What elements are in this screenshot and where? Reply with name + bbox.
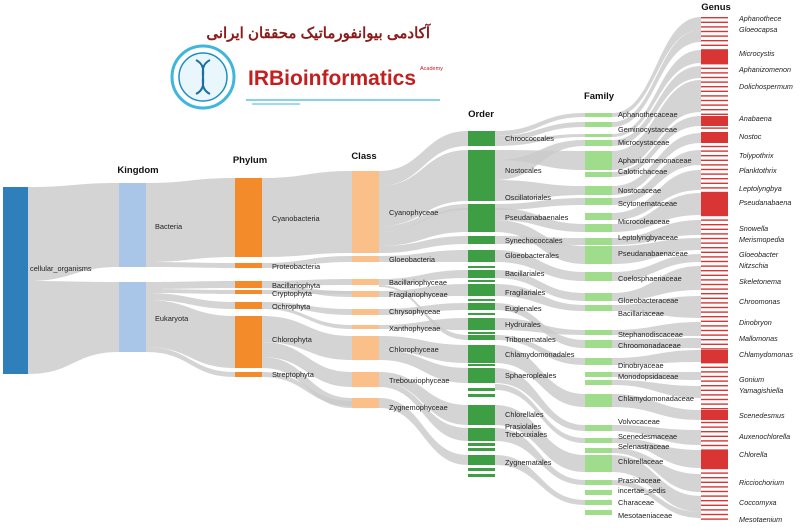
label-genus-scenedesmus: Scenedesmus	[739, 411, 785, 420]
node-class-trebouxiophyceae	[352, 372, 379, 387]
label-family-leptolyngbyaceae: Leptolyngbyaceae	[618, 233, 678, 242]
node-order-minor-2	[468, 299, 495, 301]
label-family-scytonemataceae: Scytonemataceae	[618, 199, 678, 208]
node-order-pseudanabaenales	[468, 208, 495, 232]
node-genus-major-1	[701, 116, 728, 126]
label-kingdom-bacteria: Bacteria	[155, 222, 183, 231]
label-family-chroomonadaceae: Chroomonadaceae	[618, 341, 681, 350]
node-order-minor-3	[468, 313, 495, 315]
label-genus-yamagishiella: Yamagishiella	[739, 386, 784, 395]
node-genus-minor-64	[701, 311, 728, 312]
node-class-zygnemophyceae	[352, 398, 379, 408]
label-genus-chroomonas: Chroomonas	[739, 297, 781, 306]
node-genus-minor-108	[701, 514, 728, 515]
node-order-chlamydomonadales	[468, 345, 495, 363]
node-genus-minor-83	[701, 399, 728, 400]
node-phylum-cyanobacteria	[235, 178, 262, 257]
node-genus-minor-53	[701, 261, 728, 262]
node-family-6	[585, 186, 612, 195]
node-genus-minor-84	[701, 403, 728, 404]
node-class-bacillariophyceae	[352, 279, 379, 285]
node-genus-minor-21	[701, 114, 728, 115]
label-genus-microcystis: Microcystis	[739, 49, 775, 58]
node-family-16	[585, 340, 612, 348]
node-order-minor-1	[468, 280, 495, 282]
node-genus-minor-34	[701, 173, 728, 174]
label-order-zygnematales: Zygnematales	[505, 458, 552, 467]
label-genus-nitzschia: Nitzschia	[739, 261, 769, 270]
node-genus-minor-93	[701, 445, 728, 446]
node-genus-minor-35	[701, 178, 728, 179]
node-family-2	[585, 134, 612, 137]
node-genus-minor-16	[701, 91, 728, 92]
label-order-nostocales: Nostocales	[505, 166, 542, 175]
node-family-22	[585, 438, 612, 443]
node-class-chlorophyceae	[352, 336, 379, 360]
node-genus-major-3	[701, 193, 728, 215]
node-genus-minor-60	[701, 293, 728, 294]
label-phylum-bacillariophyta: Bacillariophyta	[272, 281, 321, 290]
label-genus-gonium: Gonium	[739, 375, 765, 384]
label-genus-auxenochlorella: Auxenochlorella	[739, 432, 791, 441]
node-genus-minor-75	[701, 362, 728, 363]
node-genus-minor-79	[701, 380, 728, 381]
node-genus-minor-107	[701, 509, 728, 510]
label-genus-skeletonema: Skeletonema	[739, 277, 781, 286]
node-genus-minor-15	[701, 86, 728, 87]
label-family-gloeobacteraceae: Gloeobacteraceae	[618, 296, 679, 305]
label-family-chlorellaceae: Chlorellaceae	[618, 457, 664, 466]
node-genus-minor-85	[701, 408, 728, 409]
node-genus-minor-54	[701, 265, 728, 266]
label-genus-ricciochorium: Ricciochorium	[739, 478, 785, 487]
label-phylum-chlorophyta: Chlorophyta	[272, 335, 312, 344]
label-order-fragilariales: Fragilariales	[505, 288, 546, 297]
label-family-bacillariaceae: Bacillariaceae	[618, 309, 665, 318]
label-order-pseudanabaenales: Pseudanabaenales	[505, 213, 569, 222]
label-phylum-cryptophyta: Cryptophyta	[272, 289, 312, 298]
node-genus-minor-102	[701, 486, 728, 487]
label-class-chrysophyceae: Chrysophyceae	[389, 307, 441, 316]
label-class-fragilariophyceae: Fragilariophyceae	[389, 290, 448, 299]
node-order-bacillariales	[468, 270, 495, 278]
node-genus-major-6	[701, 450, 728, 468]
node-order-fragilariales	[468, 284, 495, 296]
node-genus-minor-62	[701, 302, 728, 303]
label-order-tribonematales: Tribonematales	[505, 335, 556, 344]
node-family-0	[585, 113, 612, 117]
node-genus-minor-77	[701, 371, 728, 372]
node-genus-minor-78	[701, 376, 728, 377]
node-genus-minor-100	[701, 477, 728, 478]
node-genus-minor-28	[701, 146, 728, 147]
node-genus-minor-72	[701, 348, 728, 349]
label-genus-aphanizomenon: Aphanizomenon	[739, 65, 791, 74]
node-order-minor-0	[468, 266, 495, 268]
node-genus-minor-67	[701, 325, 728, 326]
node-phylum-chlorophyta	[235, 316, 262, 368]
label-phylum-ochrophyta: Ochrophyta	[272, 302, 311, 311]
node-family-18	[585, 372, 612, 377]
node-genus-minor-58	[701, 284, 728, 285]
node-order-minor-9	[468, 448, 495, 451]
node-genus-minor-14	[701, 81, 728, 82]
node-order-zygnematales	[468, 455, 495, 465]
node-genus-minor-44	[701, 219, 728, 220]
label-genus-mallomonas: Mallomonas	[739, 334, 778, 343]
label-genus-dinobryon: Dinobryon	[739, 318, 772, 327]
node-family-13	[585, 293, 612, 301]
node-family-23	[585, 448, 612, 453]
label-genus-pseudanabaena: Pseudanabaena	[739, 198, 792, 207]
node-genus-minor-12	[701, 72, 728, 73]
label-order-hydrurales: Hydrurales	[505, 320, 541, 329]
node-order-nostocales	[468, 150, 495, 201]
node-genus-minor-38	[701, 192, 728, 193]
label-class-chlorophyceae: Chlorophyceae	[389, 345, 439, 354]
logo-persian-title: آکادمی بیوانفورماتیک محققان ایرانی	[206, 25, 430, 42]
node-kingdom-eukaryota	[119, 282, 146, 352]
node-genus-minor-109	[701, 518, 728, 519]
link-bacteria-cyanobacteria	[146, 178, 235, 262]
node-genus-minor-45	[701, 224, 728, 225]
node-family-11	[585, 246, 612, 264]
node-family-20	[585, 394, 612, 407]
node-family-8	[585, 213, 612, 220]
label-family-incertae-sedis: incertae_sedis	[618, 486, 666, 495]
node-genus-minor-19	[701, 104, 728, 105]
node-genus-minor-81	[701, 390, 728, 391]
node-genus-minor-1	[701, 22, 728, 23]
node-class-xanthophyceae	[352, 325, 379, 329]
node-genus-minor-5	[701, 40, 728, 41]
node-order-sphaeropleales	[468, 368, 495, 383]
node-order-minor-8	[468, 443, 495, 446]
node-family-17	[585, 358, 612, 365]
node-genus-major-5	[701, 410, 728, 420]
level-header-order: Order	[468, 109, 494, 120]
node-phylum-bacillariophyta	[235, 281, 262, 288]
node-family-1	[585, 122, 612, 127]
node-genus-minor-65	[701, 316, 728, 317]
label-genus-coccomyxa: Coccomyxa	[739, 498, 777, 507]
node-genus-minor-71	[701, 344, 728, 345]
node-genus-minor-55	[701, 270, 728, 271]
label-family-dinobryaceae: Dinobryaceae	[618, 361, 664, 370]
node-genus-minor-6	[701, 45, 728, 46]
node-genus-minor-101	[701, 482, 728, 483]
node-genus-minor-103	[701, 491, 728, 492]
label-phylum-proteobacteria: Proteobacteria	[272, 262, 321, 271]
label-order-chlorellales: Chlorellales	[505, 410, 544, 419]
node-genus-minor-31	[701, 160, 728, 161]
node-order-gloeobacterales	[468, 250, 495, 262]
node-family-12	[585, 272, 612, 281]
link-eukaryota-bacillariophyta	[146, 281, 235, 289]
node-genus-minor-51	[701, 252, 728, 253]
logo-english-title: IRBioinformatics	[248, 67, 417, 90]
node-genus-minor-49	[701, 242, 728, 243]
link-eukaryota-chlorophyta	[146, 300, 235, 368]
node-class-cyanophyceae	[352, 171, 379, 253]
node-genus-minor-20	[701, 109, 728, 110]
node-order-prasiolales	[468, 428, 495, 433]
label-genus-anabaena: Anabaena	[739, 114, 772, 123]
node-class-fragilariophyceae	[352, 291, 379, 297]
label-family-nostocaceae: Nostocaceae	[618, 186, 662, 195]
node-genus-minor-90	[701, 431, 728, 432]
node-genus-minor-70	[701, 339, 728, 340]
label-family-mesotaeniaceae: Mesotaeniaceae	[618, 511, 673, 520]
label-order-euglenales: Euglenales	[505, 304, 542, 313]
node-family-21	[585, 425, 612, 431]
label-family-pseudanabaenaceae: Pseudanabaenaceae	[618, 249, 688, 258]
label-order-chroococcales: Chroococcales	[505, 134, 554, 143]
node-root	[3, 187, 28, 374]
node-genus-minor-92	[701, 440, 728, 441]
node-genus-minor-91	[701, 436, 728, 437]
node-genus-minor-13	[701, 77, 728, 78]
node-genus-minor-36	[701, 183, 728, 184]
node-genus-minor-52	[701, 256, 728, 257]
label-family-scenedesmaceae: Scenedesmaceae	[618, 432, 678, 441]
label-genus-chlamydomonas: Chlamydomonas	[739, 350, 793, 359]
node-family-28	[585, 510, 612, 515]
label-genus-planktothrix: Planktothrix	[739, 166, 777, 175]
label-family-chlamydomonadaceae: Chlamydomonadaceae	[618, 394, 695, 403]
node-genus-minor-43	[701, 215, 728, 216]
node-family-14	[585, 305, 612, 311]
node-order-chlorellales	[468, 405, 495, 425]
node-phylum-cryptophyta	[235, 290, 262, 294]
node-genus-major-4	[701, 350, 728, 362]
node-order-minor-10	[468, 468, 495, 471]
node-order-euglenales	[468, 303, 495, 310]
label-family-selenastraceae: Selenastraceae	[618, 442, 670, 451]
label-family-volvocaceae: Volvocaceae	[618, 417, 660, 426]
node-genus-minor-10	[701, 63, 728, 64]
link-bacteria-proteobacteria	[146, 262, 235, 268]
node-genus-minor-3	[701, 31, 728, 32]
node-genus-minor-63	[701, 307, 728, 308]
node-genus-minor-4	[701, 35, 728, 36]
link-eukaryota-cryptophyta	[146, 289, 235, 294]
label-genus-gloeocapsa: Gloeocapsa	[739, 25, 778, 34]
label-genus-dolichospermum: Dolichospermum	[739, 82, 793, 91]
node-genus-minor-17	[701, 95, 728, 96]
label-family-characeae: Characeae	[618, 498, 655, 507]
level-header-phylum: Phylum	[232, 155, 268, 166]
label-genus-aphanothece: Aphanothece	[739, 14, 782, 23]
node-genus-minor-76	[701, 367, 728, 368]
node-order-minor-6	[468, 388, 495, 391]
node-order-minor-11	[468, 474, 495, 477]
label-order-trebouxiales: Trebouxiales	[505, 430, 548, 439]
node-family-7	[585, 198, 612, 205]
node-genus-major-2	[701, 133, 728, 143]
label-genus-snowella: Snowella	[739, 224, 769, 233]
label-order-prasiolales: Prasiolales	[505, 422, 542, 431]
label-genus-merismopedia: Merismopedia	[739, 235, 785, 244]
node-family-26	[585, 490, 612, 495]
label-family-calotrichaceae: Calotrichaceae	[618, 167, 668, 176]
node-order-hydrurales	[468, 318, 495, 330]
label-root: cellular_organisms	[30, 264, 92, 273]
label-family-prasiolaceae: Prasiolaceae	[618, 476, 661, 485]
node-genus-minor-98	[701, 468, 728, 469]
node-family-10	[585, 238, 612, 245]
level-header-kingdom: Kingdom	[117, 165, 159, 176]
node-genus-minor-99	[701, 472, 728, 473]
node-genus-minor-82	[701, 394, 728, 395]
node-family-24	[585, 455, 612, 472]
label-family-aphanizomenonaceae: Aphanizomenonaceae	[618, 156, 692, 165]
node-genus-minor-106	[701, 505, 728, 506]
level-header-class: Class	[351, 151, 377, 162]
node-genus-minor-69	[701, 334, 728, 335]
node-family-3	[585, 140, 612, 146]
node-family-19	[585, 380, 612, 385]
logo-subtitle: Academy	[420, 66, 443, 72]
label-family-geminocystaceae: Geminocystaceae	[618, 125, 678, 134]
label-phylum-streptophyta: Streptophyta	[272, 370, 314, 379]
node-genus-minor-0	[701, 17, 728, 18]
node-order-minor-5	[468, 364, 495, 366]
label-genus-nostoc: Nostoc	[739, 132, 762, 141]
node-genus-minor-24	[701, 127, 728, 128]
node-genus-minor-89	[701, 426, 728, 427]
node-order-tribonematales	[468, 335, 495, 340]
label-genus-gloeobacter: Gloeobacter	[739, 250, 779, 259]
node-class-chrysophyceae	[352, 309, 379, 315]
label-family-microcoleaceae: Microcoleaceae	[618, 217, 670, 226]
node-genus-minor-33	[701, 169, 728, 170]
node-genus-minor-18	[701, 100, 728, 101]
label-genus-tolypothrix: Tolypothrix	[739, 151, 774, 160]
link-root-eukaryota	[28, 281, 119, 374]
label-family-coelosphaeriaceae: Coelosphaeriaceae	[618, 274, 682, 283]
node-genus-minor-48	[701, 238, 728, 239]
node-genus-minor-30	[701, 155, 728, 156]
label-class-gloeobacteria: Gloeobacteria	[389, 255, 436, 264]
label-order-chlamydomonadales: Chlamydomonadales	[505, 350, 575, 359]
node-genus-minor-32	[701, 164, 728, 165]
label-family-stephanodiscaceae: Stephanodiscaceae	[618, 330, 683, 339]
node-phylum-ochrophyta	[235, 302, 262, 309]
node-genus-minor-68	[701, 330, 728, 331]
node-genus-minor-11	[701, 68, 728, 69]
node-genus-minor-56	[701, 275, 728, 276]
label-order-oscillatoriales: Oscillatoriales	[505, 193, 552, 202]
label-phylum-cyanobacteria: Cyanobacteria	[272, 214, 320, 223]
node-genus-minor-46	[701, 229, 728, 230]
node-genus-minor-104	[701, 495, 728, 496]
node-genus-minor-61	[701, 298, 728, 299]
label-family-microcystaceae: Microcystaceae	[618, 138, 670, 147]
node-genus-minor-29	[701, 150, 728, 151]
label-class-xanthophyceae: Xanthophyceae	[389, 324, 441, 333]
logo	[172, 23, 443, 108]
node-genus-minor-105	[701, 500, 728, 501]
label-order-sphaeropleales: Sphaeropleales	[505, 371, 557, 380]
node-family-15	[585, 330, 612, 335]
node-family-25	[585, 480, 612, 485]
label-class-zygnemophyceae: Zygnemophyceae	[389, 403, 448, 412]
node-class-gloeobacteria	[352, 256, 379, 262]
label-genus-leptolyngbya: Leptolyngbya	[739, 184, 782, 193]
label-order-synechococcales: Synechococcales	[505, 236, 563, 245]
node-kingdom-bacteria	[119, 183, 146, 267]
level-header-genus: Genus	[701, 2, 731, 13]
node-genus-minor-50	[701, 247, 728, 248]
node-order-trebouxiales	[468, 433, 495, 441]
node-phylum-proteobacteria	[235, 263, 262, 268]
node-genus-minor-2	[701, 26, 728, 27]
label-order-gloeobacterales: Gloeobacterales	[505, 251, 559, 260]
node-family-4	[585, 151, 612, 170]
node-genus-minor-47	[701, 233, 728, 234]
node-order-synechococcales	[468, 236, 495, 244]
label-class-trebouxiophyceae: Trebouxiophyceae	[389, 376, 450, 385]
node-family-27	[585, 500, 612, 505]
node-family-9	[585, 224, 612, 232]
node-genus-minor-59	[701, 288, 728, 289]
node-genus-major-0	[701, 50, 728, 63]
node-order-minor-7	[468, 394, 495, 397]
node-genus-minor-80	[701, 385, 728, 386]
node-genus-minor-37	[701, 187, 728, 188]
node-genus-minor-66	[701, 321, 728, 322]
node-genus-minor-57	[701, 279, 728, 280]
node-family-5	[585, 172, 612, 177]
label-genus-mesotaenium: Mesotaenium	[739, 515, 783, 524]
label-class-cyanophyceae: Cyanophyceae	[389, 208, 439, 217]
node-order-minor-4	[468, 332, 495, 334]
node-phylum-streptophyta	[235, 372, 262, 377]
node-genus-minor-88	[701, 422, 728, 423]
label-class-bacillariophyceae: Bacillariophyceae	[389, 278, 447, 287]
node-order-chroococcales	[468, 131, 495, 146]
level-header-family: Family	[583, 91, 615, 102]
label-family-monodopsidaceae: Monodopsidaceae	[618, 372, 679, 381]
label-family-aphanothecaceae: Aphanothecaceae	[618, 110, 678, 119]
label-genus-chlorella: Chlorella	[739, 450, 768, 459]
label-order-bacillariales: Bacillariales	[505, 269, 545, 278]
label-kingdom-eukaryota: Eukaryota	[155, 314, 189, 323]
